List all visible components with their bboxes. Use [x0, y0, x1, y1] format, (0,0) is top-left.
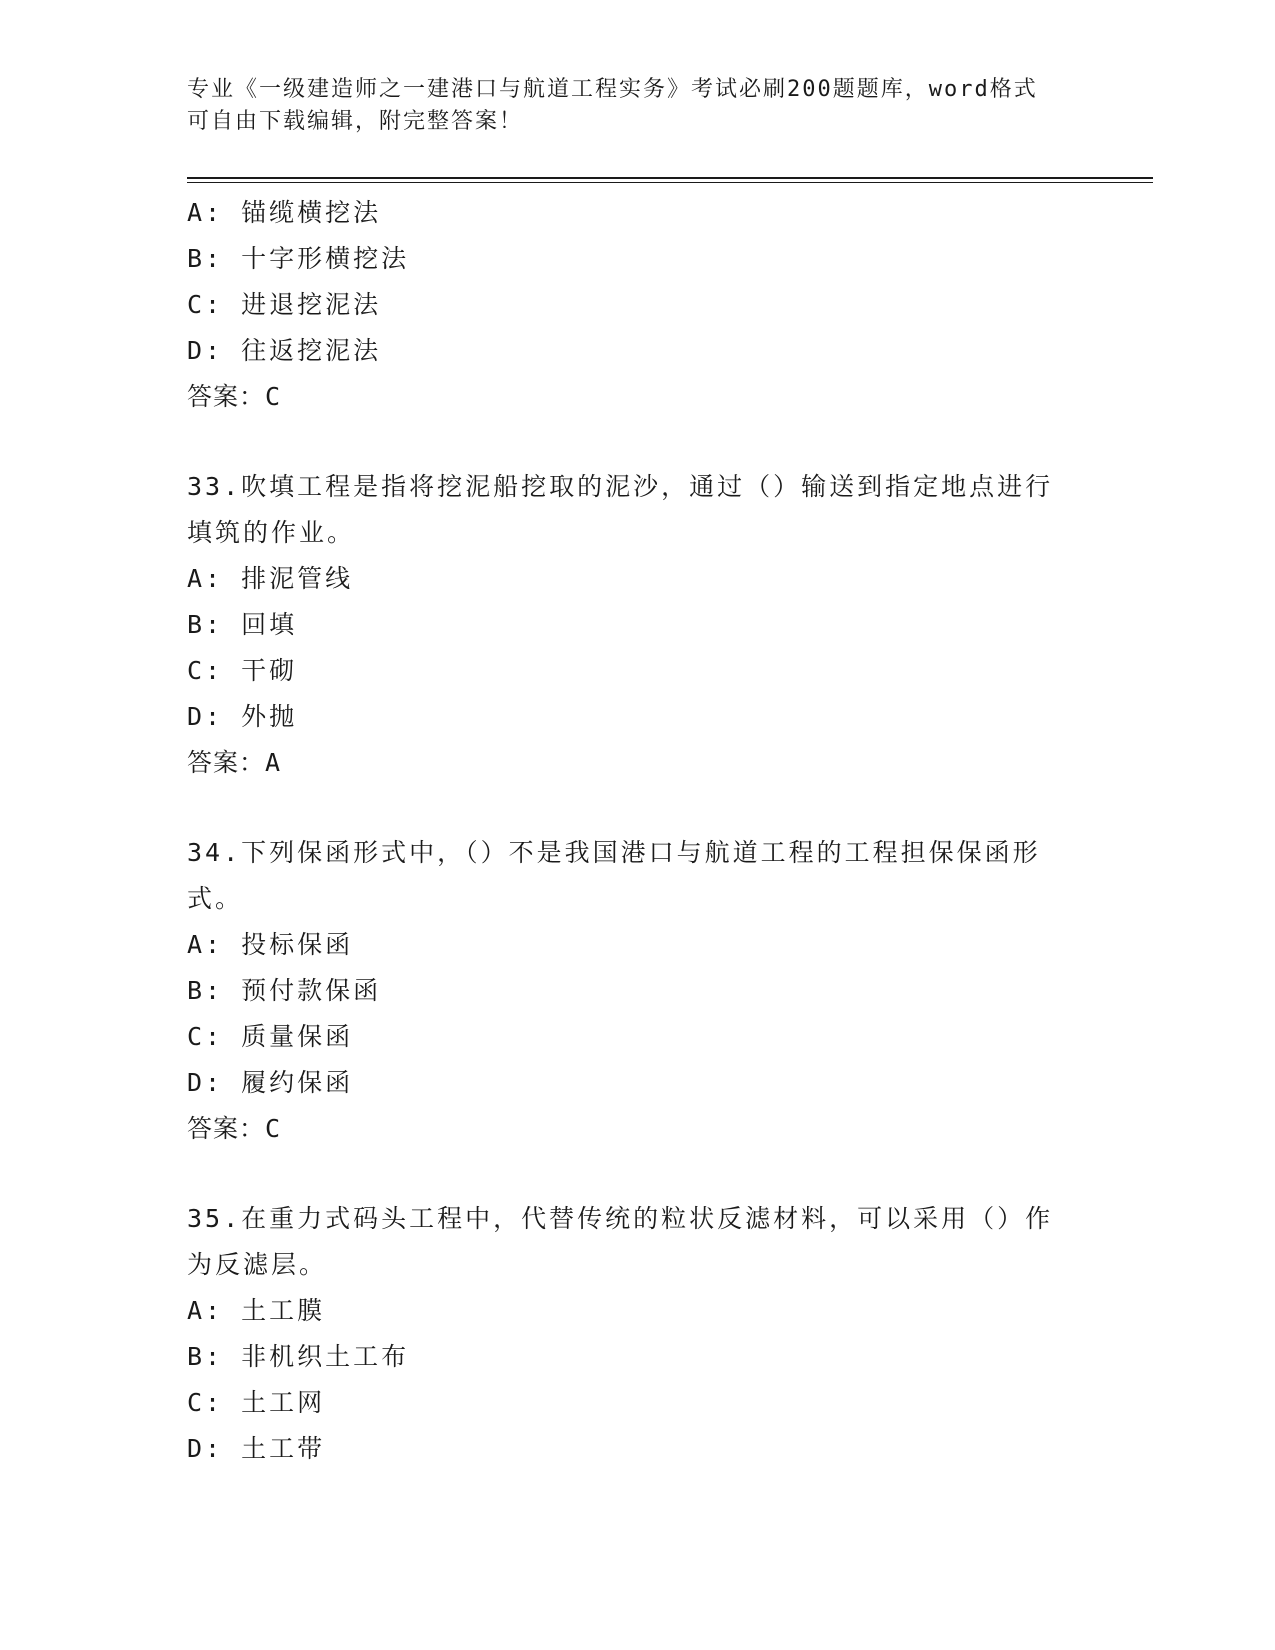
option-c: C: 土工网: [187, 1388, 326, 1417]
answer-line: 答案：C: [187, 1114, 282, 1143]
header-title-line-2: 可自由下载编辑，附完整答案！: [187, 109, 524, 134]
header-title-line-1: 专业《一级建造师之一建港口与航道工程实务》考试必刷200题题库，word格式: [187, 77, 1038, 102]
option-a: A: 投标保函: [187, 930, 354, 959]
question-stem-line-2: 填筑的作业。: [187, 518, 356, 547]
option-d: D: 外抛: [187, 702, 298, 731]
question-block-32: [187, 190, 1087, 420]
question-stem-line-2: 为反滤层。: [187, 1250, 328, 1279]
option-a: A: 锚缆横挖法: [187, 198, 382, 227]
option-d: D: 履约保函: [187, 1068, 354, 1097]
question-stem-line-2: 式。: [187, 884, 244, 913]
question-list: [187, 190, 1087, 1472]
option-b: B: 非机织土工布: [187, 1342, 410, 1371]
option-d: D: 土工带: [187, 1434, 326, 1463]
option-b: B: 十字形横挖法: [187, 244, 410, 273]
question-block-35: [187, 1196, 1087, 1472]
question-stem-line-1: 34.下列保函形式中，（）不是我国港口与航道工程的工程担保保函形: [187, 838, 1041, 867]
question-block-33: [187, 464, 1087, 786]
option-c: C: 进退挖泥法: [187, 290, 382, 319]
answer-line: 答案：C: [187, 382, 282, 411]
question-stem-line-1: 33.吹填工程是指将挖泥船挖取的泥沙，通过（）输送到指定地点进行: [187, 472, 1054, 501]
option-b: B: 回填: [187, 610, 298, 639]
option-c: C: 质量保函: [187, 1022, 354, 1051]
option-a: A: 土工膜: [187, 1296, 326, 1325]
header-divider-top: [187, 177, 1153, 179]
answer-line: 答案：A: [187, 748, 282, 777]
option-c: C: 干砌: [187, 656, 298, 685]
option-d: D: 往返挖泥法: [187, 336, 382, 365]
option-a: A: 排泥管线: [187, 564, 354, 593]
question-block-34: [187, 830, 1087, 1152]
document-header: [187, 74, 1087, 138]
header-divider-bottom: [187, 182, 1153, 183]
question-stem-line-1: 35.在重力式码头工程中，代替传统的粒状反滤材料，可以采用（）作: [187, 1204, 1054, 1233]
option-b: B: 预付款保函: [187, 976, 382, 1005]
